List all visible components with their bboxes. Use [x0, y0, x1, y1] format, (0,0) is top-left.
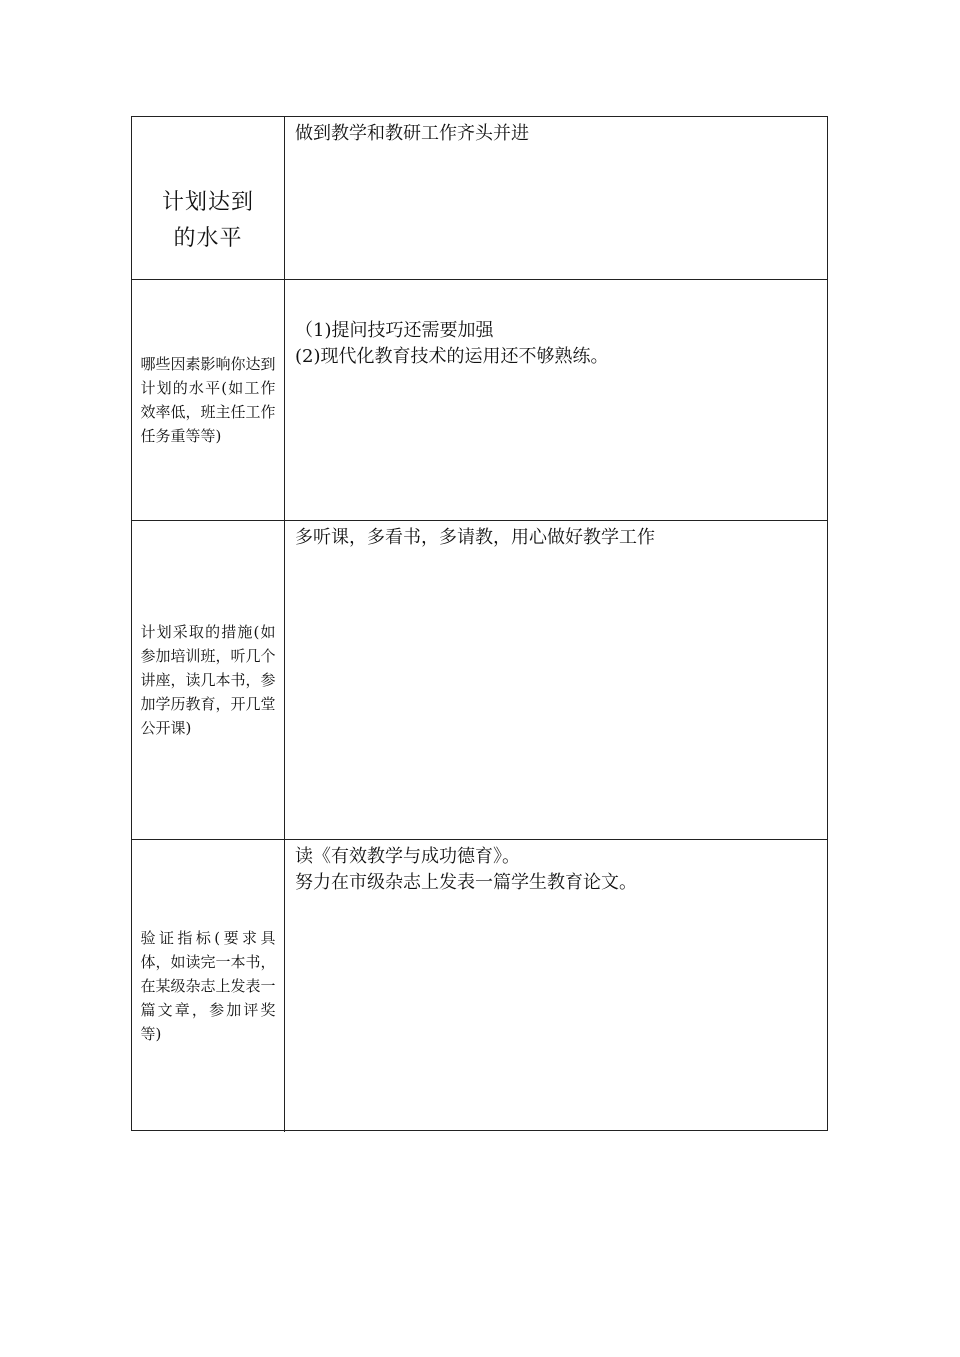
- row-content-line: 读《有效教学与成功德育》。: [295, 846, 520, 867]
- row-content-cell: [285, 840, 827, 1132]
- row-label-cell: [132, 521, 285, 839]
- row-content-line: （1)提问技巧还需要加强: [295, 320, 494, 341]
- row-content-cell: [285, 280, 827, 520]
- row-content-cell: [285, 117, 827, 279]
- row-content-cell: [285, 521, 827, 839]
- table-row-influencing-factors: [132, 279, 827, 520]
- row-label: 哪些因素影响你达到计划的水平(如工作效率低，班主任工作任务重等等): [140, 355, 276, 445]
- row-label: 计划采取的措施(如参加培训班，听几个讲座，读几本书，参加学历教育，开几堂公开课): [140, 623, 276, 737]
- row-label-line: 计划达到: [161, 190, 254, 215]
- row-content-line: (2)现代化教育技术的运用还不够熟练。: [295, 346, 609, 367]
- row-label-cell: [132, 280, 285, 520]
- row-content-line: 努力在市级杂志上发表一篇学生教育论文。: [295, 872, 637, 893]
- row-label: 验证指标(要求具体，如读完一本书，在某级杂志上发表一篇文章，参加评奖等): [140, 929, 276, 1043]
- plan-table: [131, 116, 828, 1131]
- row-label-cell: [132, 117, 285, 279]
- row-label-line: 的水平: [173, 226, 243, 251]
- row-label-cell: [132, 840, 285, 1132]
- row-content-line: 多听课，多看书，多请教，用心做好教学工作: [295, 527, 655, 548]
- table-row-planned-measures: [132, 520, 827, 839]
- row-label: [162, 185, 254, 257]
- row-content-line: 做到教学和教研工作齐头并进: [295, 123, 529, 144]
- table-row-verification-indicators: [132, 839, 827, 1132]
- table-row-target-level: [132, 117, 827, 279]
